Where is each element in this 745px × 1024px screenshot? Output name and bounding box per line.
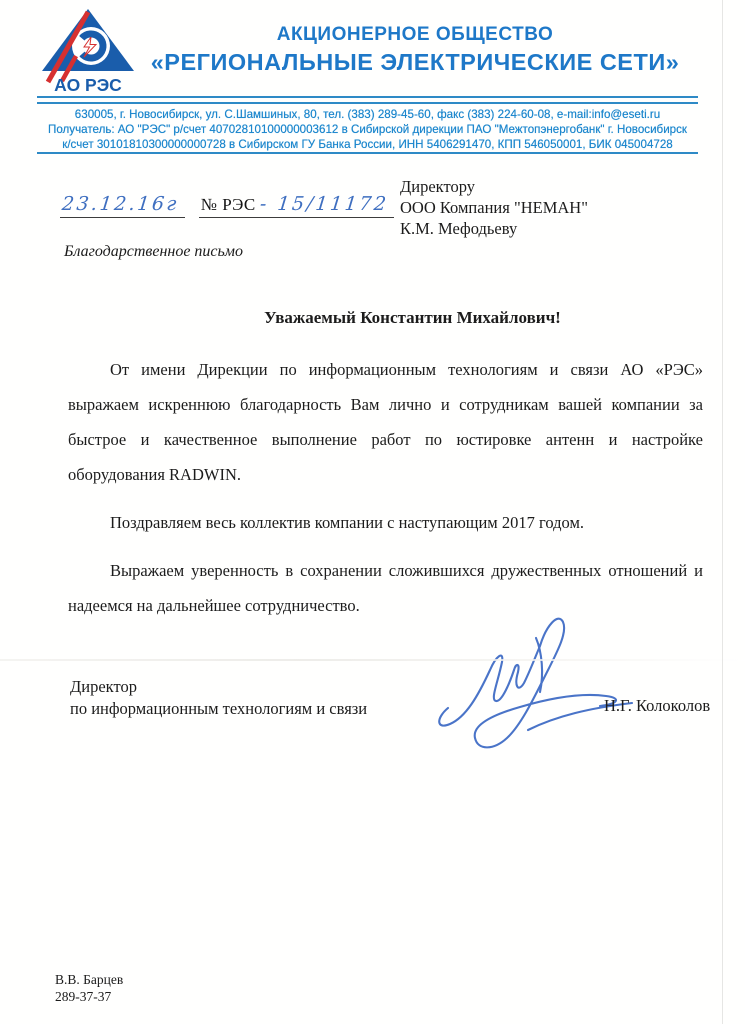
recipient-person: К.М. Мефодьеву — [400, 219, 518, 238]
body-paragraph-3: Выражаем уверенность в сохранении сложившихся дружественных отношений и надеемся на дальнейшее сотрудничество. — [68, 561, 703, 615]
date-field — [60, 193, 185, 218]
contact-line-address: 630005, г. Новосибирск, ул. С.Шамшиных, 80, тел. (383) 289-45-60, факс (383) 224-60-08, e-mail:info@eseti.ru — [74, 108, 661, 121]
logo-caption: АО РЭС — [54, 75, 122, 95]
contact-line-bank: к/счет 30101810300000000728 в Сибирском ГУ Банка России, ИНН 5406291470, КПП 546050001, БИК 045004728 — [62, 138, 673, 151]
letterhead — [130, 24, 700, 76]
handwritten-number: - 15/11172 — [258, 193, 390, 215]
body-paragraph-1: От имени Дирекции по информационным технологиям и связи АО «РЭС» выражаем искреннюю благодарность Вам лично и сотрудникам вашей компании за быстрое и качественное выполнение работ по юстировке антенн и настройке оборудования RADWIN. — [68, 360, 703, 484]
contact-line-account: Получатель: АО "РЭС" р/счет 40702810100000003612 в Сибирской дирекции ПАО "Межтопэнергобанк" г. Новосибирск — [48, 123, 687, 136]
reference-row — [60, 193, 394, 218]
signer-name: Н.Г. Колоколов — [604, 696, 711, 715]
header-divider-single — [37, 152, 698, 154]
signer-title-line1: Директор — [70, 677, 137, 696]
signature-autograph — [432, 608, 637, 763]
recipient-position: Директору — [400, 177, 475, 196]
contact-block — [37, 107, 698, 152]
signer-title-line2: по информационным технологиям и связи — [70, 699, 368, 718]
letter-subject: Благодарственное письмо — [64, 243, 244, 260]
header-divider-double — [37, 96, 698, 104]
scan-edge-line — [722, 0, 723, 1024]
outgoing-number-field — [199, 193, 395, 218]
signer-title — [70, 676, 367, 720]
executor-phone: 289-37-37 — [55, 989, 112, 1004]
recipient-block — [400, 176, 588, 239]
executor-name: В.В. Барцев — [55, 972, 124, 987]
number-prefix: № РЭС — [200, 195, 256, 214]
org-name-title: «РЕГИОНАЛЬНЫЕ ЭЛЕКТРИЧЕСКИЕ СЕТИ» — [150, 49, 680, 75]
body-paragraph-2: Поздравляем весь коллектив компании с наступающим 2017 годом. — [110, 513, 585, 532]
org-type-title: АКЦИОНЕРНОЕ ОБЩЕСТВО — [276, 24, 554, 45]
letter-body — [68, 352, 703, 636]
scan-crease-line — [0, 659, 745, 661]
recipient-company: ООО Компания "НЕМАН" — [400, 198, 588, 217]
salutation: Уважаемый Константин Михайлович! — [264, 308, 561, 327]
company-logo-icon — [38, 8, 138, 98]
handwritten-date: 23.12.16г — [60, 193, 180, 215]
executor-block — [55, 971, 123, 1005]
